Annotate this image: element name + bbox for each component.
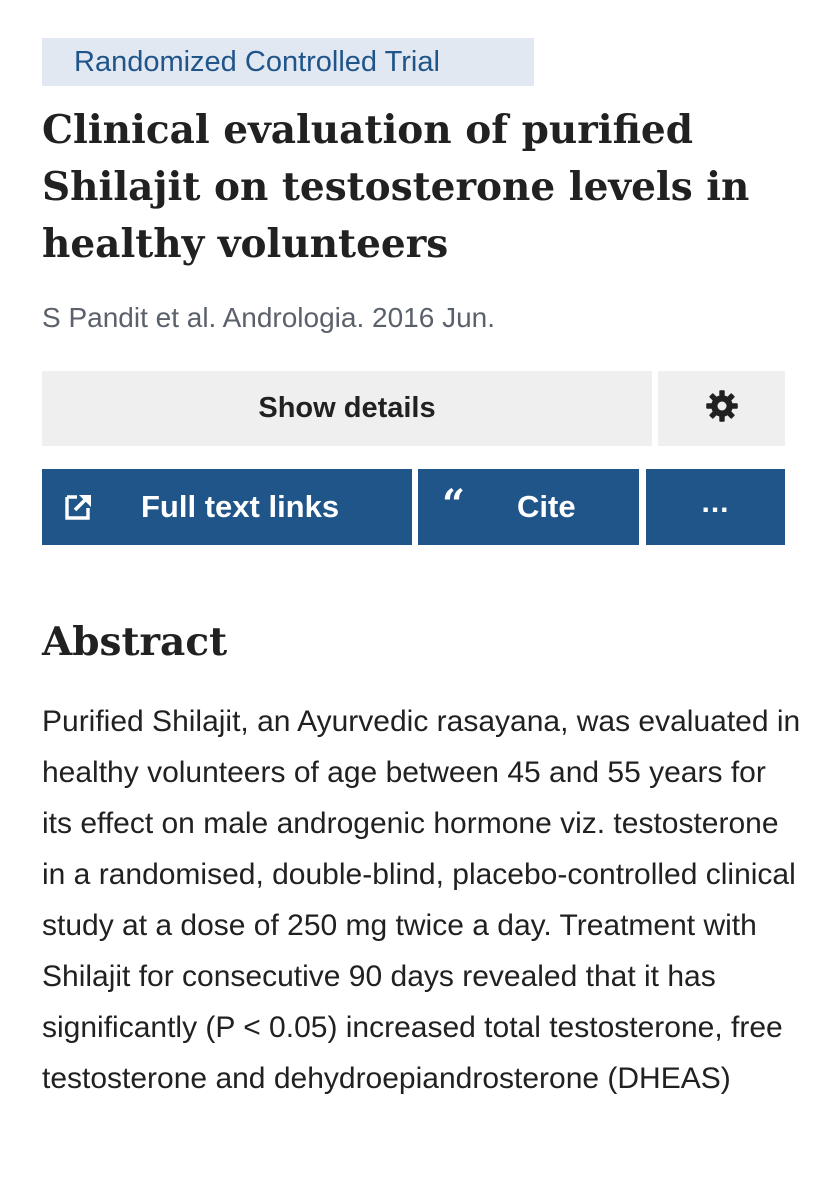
- full-text-links-label: Full text links: [141, 489, 340, 524]
- publication-type-badge[interactable]: Randomized Controlled Trial: [42, 38, 534, 86]
- abstract-heading: Abstract: [42, 619, 228, 665]
- cite-button[interactable]: [418, 469, 639, 545]
- quote-icon: “: [442, 481, 466, 528]
- article-title: Clinical evaluation of purified Shilajit on testosterone levels in healthy volunteers: [42, 107, 750, 267]
- external-link-icon: [64, 493, 94, 529]
- display-settings-button[interactable]: [658, 371, 785, 446]
- more-actions-label: ...: [701, 486, 730, 519]
- show-details-button[interactable]: [42, 371, 652, 446]
- full-text-links-button[interactable]: [42, 469, 412, 545]
- cite-label: Cite: [517, 489, 576, 524]
- gear-icon: [704, 388, 740, 429]
- show-details-label: Show details: [258, 392, 436, 424]
- article-citation: S Pandit et al. Andrologia. 2016 Jun.: [42, 302, 495, 333]
- abstract-text: Purified Shilajit, an Ayurvedic rasayana, was evaluated in healthy volunteers of age between 45 and 55 years for its effect on male androgenic hormone viz. testosterone in a randomised, double-blind, placebo-controlled clinical study at a dose of 250 mg twice a day. Treatment with Shilajit for consecutive 90 days revealed that it has significantly (P < 0.05) increased total testosterone, free testosterone and dehydroepiandrosterone (DHEAS): [42, 705, 801, 1095]
- more-actions-button[interactable]: [646, 469, 785, 545]
